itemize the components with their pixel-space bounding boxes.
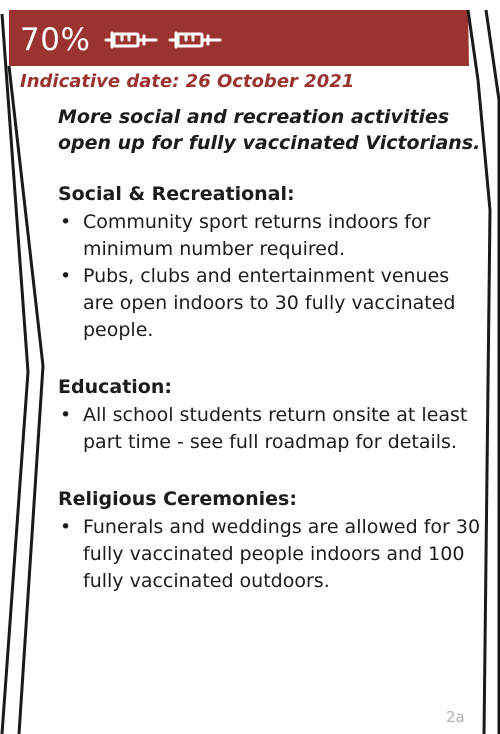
list-item-text: All school students return onsite at least part time - see full roadmap for details. <box>83 404 468 453</box>
bullet-list <box>58 402 483 456</box>
syringe-icon <box>166 26 224 54</box>
list-item <box>58 263 483 344</box>
list-item <box>58 514 483 595</box>
list-item <box>58 209 483 263</box>
list-item-text: Funerals and weddings are allowed for 30 fully vaccinated people indoors and 100 fully vaccinated outdoors. <box>83 516 481 592</box>
section-religious-ceremonies <box>58 486 483 595</box>
section-social-recreational <box>58 181 483 344</box>
section-title: Education: <box>58 376 172 398</box>
section-education <box>58 374 483 456</box>
list-item <box>58 402 483 456</box>
section-title: Social & Recreational: <box>58 183 295 205</box>
bullet-icon: • <box>60 211 72 233</box>
card-content <box>58 104 483 625</box>
bullet-icon: • <box>60 265 72 287</box>
intro-text: More social and recreation activities open up for fully vaccinated Victorians. <box>58 106 481 154</box>
corner-mark: 2a <box>446 708 465 726</box>
bullet-list <box>58 514 483 595</box>
indicative-date: Indicative date: 26 October 2021 <box>20 71 355 92</box>
header <box>20 18 224 62</box>
syringe-icon <box>102 26 160 54</box>
bullet-icon: • <box>60 404 72 426</box>
section-title: Religious Ceremonies: <box>58 488 297 510</box>
bullet-list <box>58 209 483 344</box>
bullet-icon: • <box>60 516 72 538</box>
list-item-text: Community sport returns indoors for minimum number required. <box>83 211 431 260</box>
percent-label: 70% <box>20 22 91 58</box>
list-item-text: Pubs, clubs and entertainment venues are open indoors to 30 fully vaccinated people. <box>83 265 456 341</box>
